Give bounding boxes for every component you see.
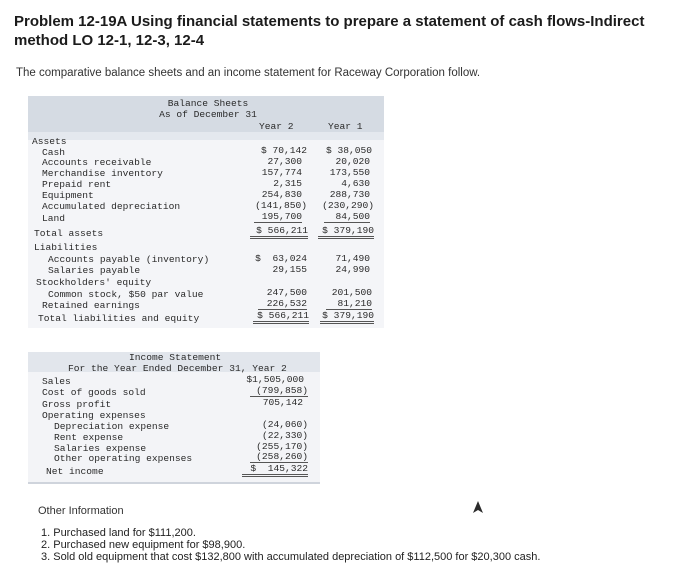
total-le-year-1: $ 379,190 bbox=[320, 310, 374, 324]
is-row-value: 705,142 bbox=[262, 397, 303, 408]
row-value-year-1: 201,500 bbox=[331, 287, 372, 298]
is-row-value: (258,260) bbox=[250, 451, 308, 463]
row-value-year-1: 84,500 bbox=[324, 211, 370, 223]
row-label: Land bbox=[42, 213, 66, 224]
row-value-year-1: 81,210 bbox=[326, 298, 372, 310]
is-row-value: (24,060) bbox=[261, 419, 308, 430]
other-information-item: 3. Sold old equipment that cost $132,800 with accumulated depreciation of $112,500 for $20,300 cash. bbox=[41, 551, 541, 563]
problem-intro: The comparative balance sheets and an income statement for Raceway Corporation follow. bbox=[16, 67, 481, 79]
row-value-year-2: (141,850) bbox=[255, 200, 307, 211]
total-assets-year-1: $ 379,190 bbox=[318, 225, 374, 239]
row-value-year-2: $ 63,024 bbox=[255, 253, 307, 264]
row-value-year-2: 27,300 bbox=[267, 156, 302, 167]
row-value-year-1: 20,020 bbox=[335, 156, 370, 167]
row-label: Salaries payable bbox=[48, 265, 141, 276]
row-value-year-2: 2,315 bbox=[273, 178, 302, 189]
is-row-label: Rent expense bbox=[54, 432, 124, 443]
other-information-item: 2. Purchased new equipment for $98,900. bbox=[41, 539, 246, 551]
row-value-year-2: 29,155 bbox=[272, 264, 307, 275]
total-assets-label: Total assets bbox=[34, 228, 104, 239]
is-row-label: Salaries expense bbox=[54, 443, 147, 454]
is-row-value: (799,858) bbox=[250, 385, 308, 397]
row-value-year-1: 173,550 bbox=[329, 167, 370, 178]
row-value-year-1: 24,990 bbox=[335, 264, 370, 275]
row-value-year-2: 247,500 bbox=[266, 287, 307, 298]
mouse-cursor-icon bbox=[472, 500, 484, 514]
row-value-year-1: (230,290) bbox=[322, 200, 374, 211]
row-label: Accounts receivable bbox=[42, 157, 152, 168]
row-label: Equipment bbox=[42, 190, 94, 201]
is-row-label: Gross profit bbox=[42, 399, 112, 410]
row-label: Accumulated depreciation bbox=[42, 201, 181, 212]
row-label: Merchandise inventory bbox=[42, 168, 163, 179]
is-row-value: (255,170) bbox=[256, 441, 308, 452]
is-row-value: $1,505,000 bbox=[246, 374, 304, 385]
column-header-year-2: Year 2 bbox=[259, 121, 294, 132]
is-row-value: $ 145,322 bbox=[242, 463, 308, 477]
is-row-label: Cost of goods sold bbox=[42, 387, 146, 398]
income-statement-caption-period: For the Year Ended December 31, Year 2 bbox=[68, 363, 287, 374]
other-information-heading: Other Information bbox=[38, 505, 124, 517]
row-label: Retained earnings bbox=[42, 300, 140, 311]
row-label: Accounts payable (inventory) bbox=[48, 254, 210, 265]
assets-label: Assets bbox=[32, 136, 67, 147]
problem-title: Problem 12-19A Using financial statements to prepare a statement of cash flows-Indirect method LO 12-1, 12-3, 12-4 bbox=[14, 13, 645, 49]
row-value-year-2: 226,532 bbox=[258, 298, 307, 310]
liabilities-label: Liabilities bbox=[34, 242, 98, 253]
total-le-year-2: $ 566,211 bbox=[253, 310, 309, 324]
row-value-year-2: 195,700 bbox=[254, 211, 302, 223]
row-value-year-1: 4,630 bbox=[341, 178, 370, 189]
column-header-year-1: Year 1 bbox=[328, 121, 363, 132]
row-value-year-1: $ 38,050 bbox=[325, 145, 372, 156]
total-le-label: Total liabilities and equity bbox=[38, 313, 200, 324]
row-value-year-2: 157,774 bbox=[261, 167, 302, 178]
row-label: Cash bbox=[42, 147, 66, 158]
is-row-label: Depreciation expense bbox=[54, 421, 170, 432]
is-row-value: (22,330) bbox=[261, 430, 308, 441]
total-assets-year-2: $ 566,211 bbox=[250, 225, 308, 239]
row-label: Prepaid rent bbox=[42, 179, 112, 190]
is-row-label: Operating expenses bbox=[42, 410, 146, 421]
balance-sheet-caption-title: Balance Sheets bbox=[167, 98, 249, 109]
income-statement-caption-title: Income Statement bbox=[129, 352, 222, 363]
balance-sheet-table bbox=[28, 96, 384, 328]
row-value-year-2: $ 70,142 bbox=[260, 145, 307, 156]
row-label: Common stock, $50 par value bbox=[48, 289, 204, 300]
is-row-label: Net income bbox=[46, 466, 104, 477]
income-statement-table bbox=[28, 352, 320, 484]
row-value-year-1: 288,730 bbox=[329, 189, 370, 200]
equity-label: Stockholders' equity bbox=[36, 277, 152, 288]
is-row-label: Other operating expenses bbox=[54, 453, 193, 464]
income-statement-bottom-rule bbox=[28, 482, 320, 484]
row-value-year-1: 71,490 bbox=[335, 253, 370, 264]
other-information-item: 1. Purchased land for $111,200. bbox=[41, 527, 196, 539]
balance-sheet-caption-date: As of December 31 bbox=[159, 109, 257, 120]
balance-sheet-band bbox=[28, 132, 384, 140]
is-row-label: Sales bbox=[42, 376, 71, 387]
row-value-year-2: 254,830 bbox=[261, 189, 302, 200]
